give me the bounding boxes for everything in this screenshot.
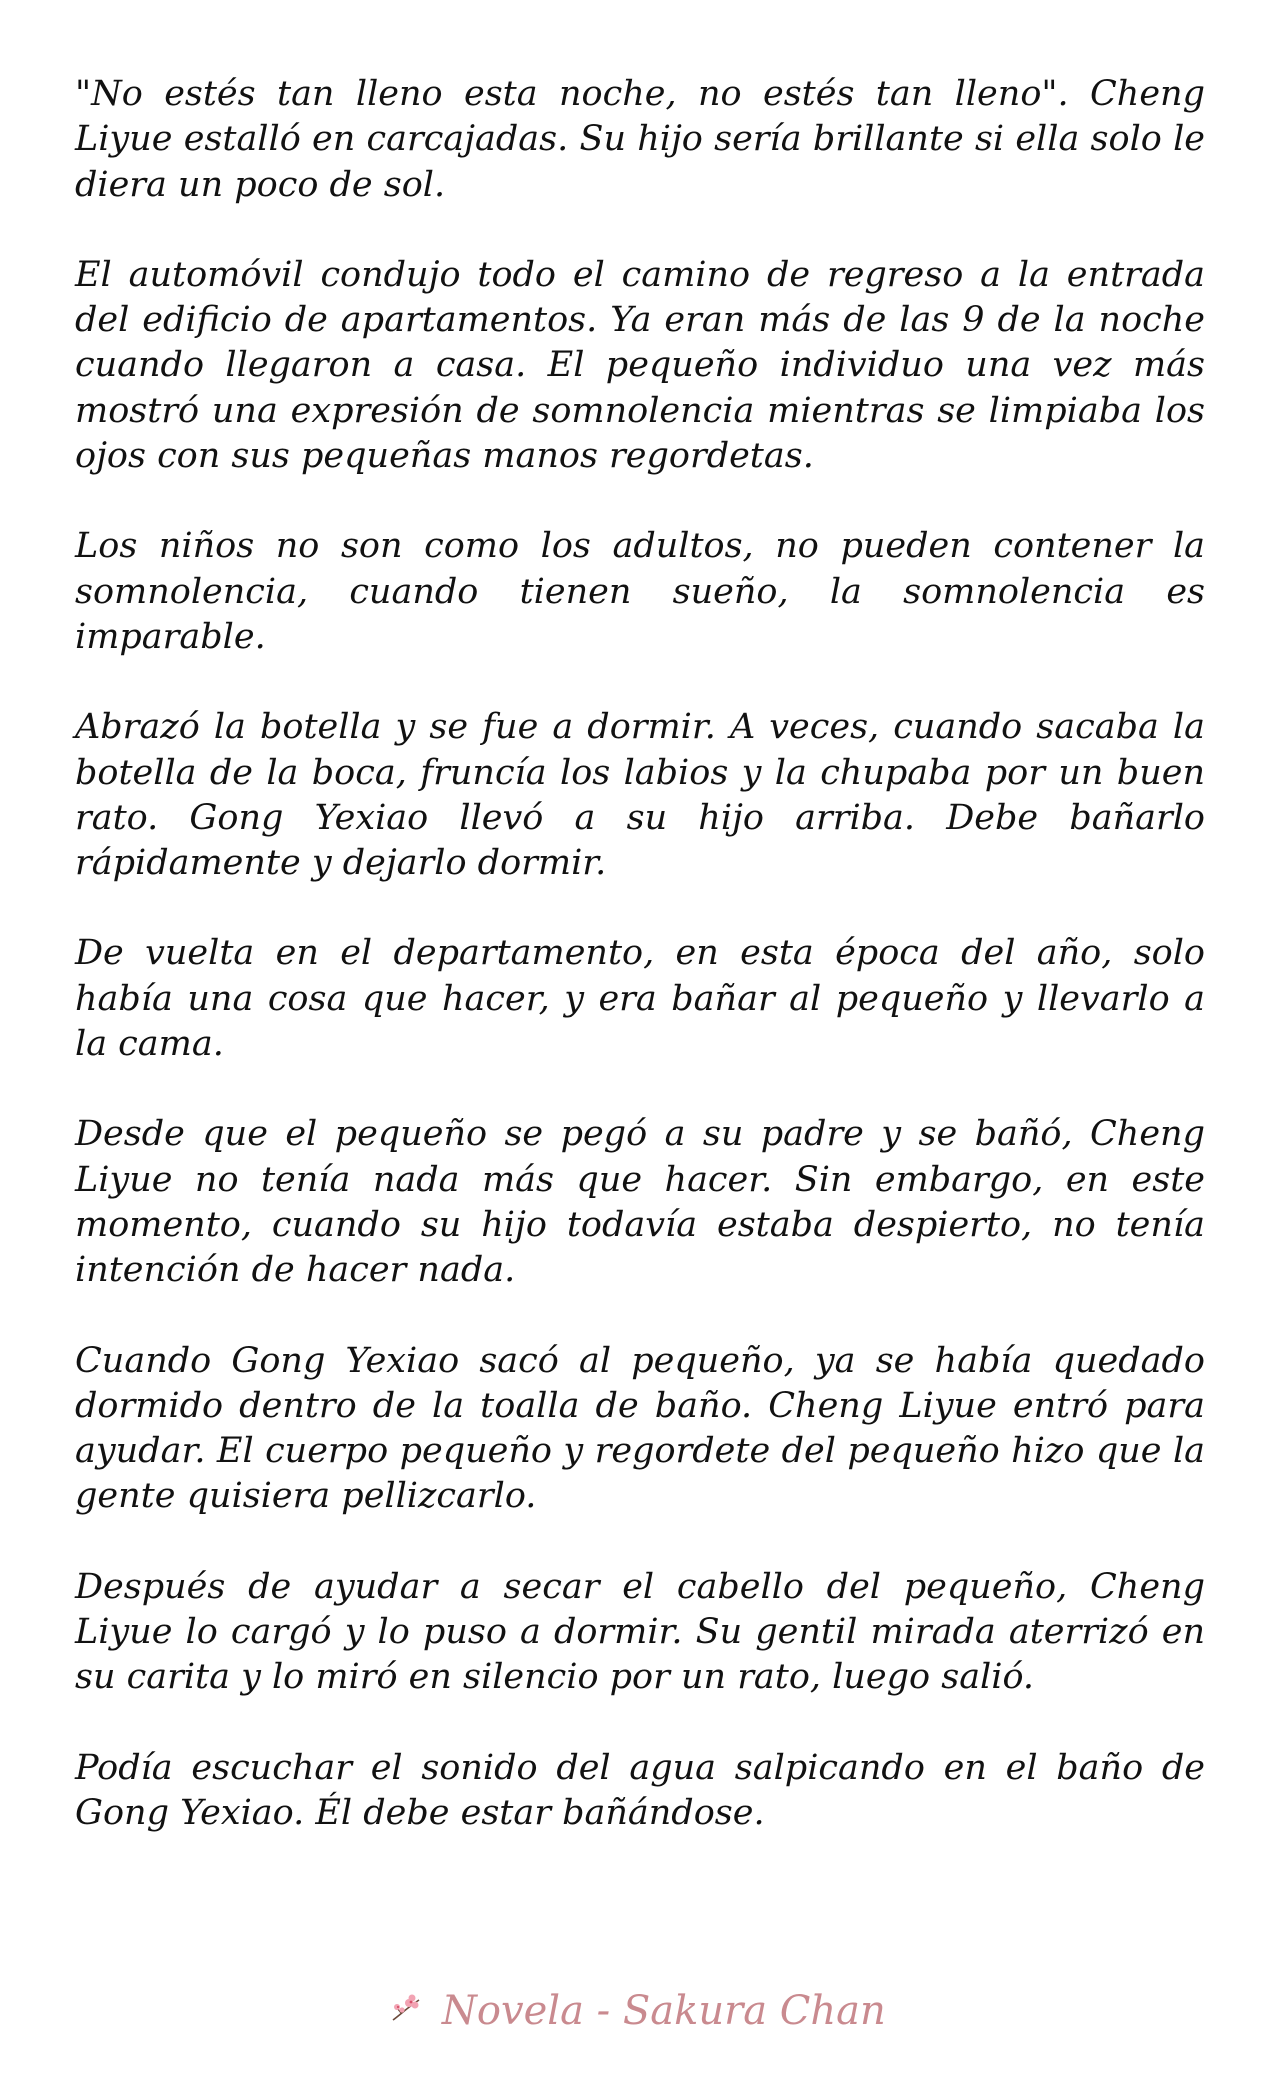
paragraph: Cuando Gong Yexiao sacó al pequeño, ya se había quedado dormido dentro de la toalla de baño. Cheng Liyue entró para ayudar. El cuerpo pequeño y regordete del pequeño hizo que la gente quisiera pellizcarlo. xyxy=(75,1340,1205,1517)
paragraph: De vuelta en el departamento, en esta época del año, solo había una cosa que hacer, y era bañar al pequeño y llevarlo a la cama. xyxy=(75,933,1205,1065)
watermark xyxy=(0,1985,1275,2034)
paragraph: Abrazó la botella y se fue a dormir. A veces, cuando sacaba la botella de la boca, fruncía los labios y la chupaba por un buen rato. Gong Yexiao llevó a su hijo arriba. Debe bañarlo rápidamente y dejarlo dormir. xyxy=(75,707,1205,884)
paragraph: "No estés tan lleno esta noche, no estés tan lleno". Cheng Liyue estalló en carcajadas. Su hijo sería brillante si ella solo le diera un poco de sol. xyxy=(75,74,1205,205)
paragraph: Podía escuchar el sonido del agua salpicando en el baño de Gong Yexiao. Él debe estar bañándose. xyxy=(75,1747,1205,1833)
paragraph: Desde que el pequeño se pegó a su padre y se bañó, Cheng Liyue no tenía nada más que hacer. Sin embargo, en este momento, cuando su hijo todavía estaba despierto, no tenía intención de hacer nada. xyxy=(75,1114,1205,1291)
paragraph: El automóvil condujo todo el camino de regreso a la entrada del edificio de apartamentos. Ya eran más de las 9 de la noche cuando llegaron a casa. El pequeño individuo una vez más mostró una expresión de somnolencia mientras se limpiaba los ojos con sus pequeñas manos regordetas. xyxy=(75,254,1205,477)
paragraph: Los niños no son como los adultos, no pueden contener la somnolencia, cuando tienen sueño, la somnolencia es imparable. xyxy=(75,526,1205,657)
watermark-text: Novela - Sakura Chan xyxy=(441,1988,886,2034)
paragraph: Después de ayudar a secar el cabello del pequeño, Cheng Liyue lo cargó y lo puso a dormir. Su gentil mirada aterrizó en su carita y lo miró en silencio por un rato, luego salió. xyxy=(75,1566,1205,1698)
document-body xyxy=(75,72,1205,1881)
sakura-flower-icon xyxy=(389,1988,423,2034)
